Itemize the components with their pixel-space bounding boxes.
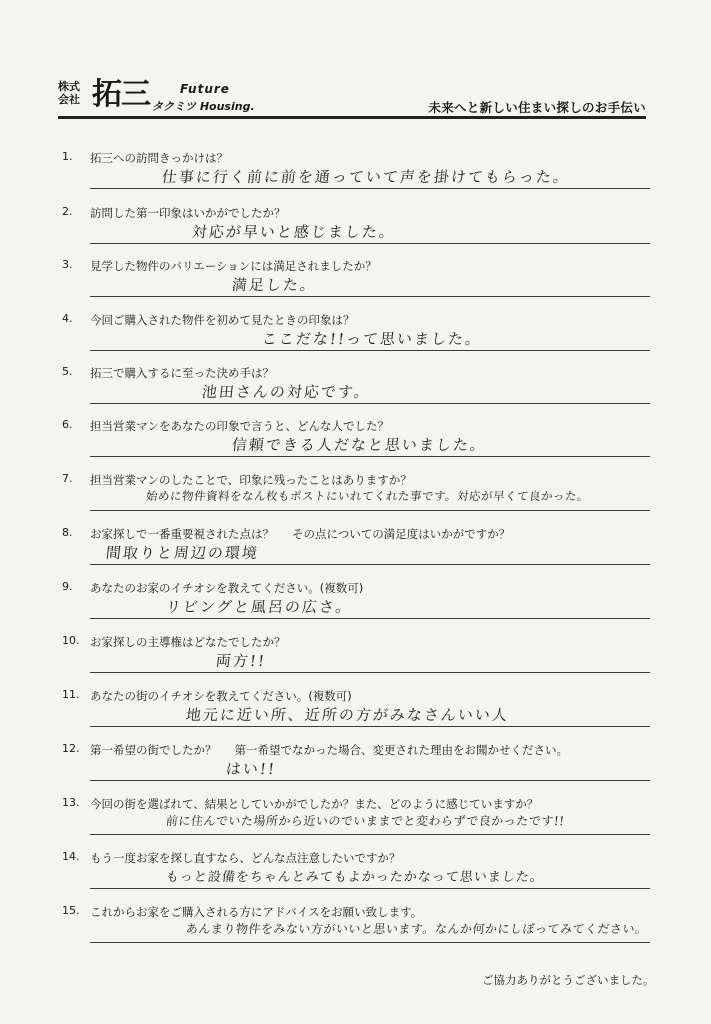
question-number: 12. [62,742,80,755]
handwritten-answer: 始めに物件資料をなん枚もポストにいれてくれた事です。対応が早くて良かった。 [145,489,590,503]
handwritten-answer: 池田さんの対応です。 [201,383,372,401]
tagline: 未来へと新しい住まい探しのお手伝い [428,100,646,115]
question-text: お家探しの主導権はどなたでしたか？ [90,635,286,649]
answer-line [90,510,650,511]
question-number: 4. [62,312,73,325]
question-number: 2. [62,205,73,218]
question-text: 見学した物件のバリエーションには満足されましたか？ [90,259,377,273]
question-number: 9. [62,580,73,593]
question-number: 1. [62,150,73,163]
logo-housing: タクミツ Housing. [152,100,255,113]
handwritten-answer: はい!! [225,760,277,778]
answer-line [90,188,650,189]
handwritten-answer: 間取りと周辺の環境 [105,544,260,562]
answer-line [90,456,650,457]
question-number: 10. [62,634,80,647]
answer-line [90,942,650,943]
handwritten-answer: 仕事に行く前に前を通っていて声を掛けてもらった。 [161,168,571,186]
question-number: 5. [62,365,73,378]
header [58,77,646,120]
question-number: 7. [62,472,73,485]
question-text: 拓三で購入するに至った決め手は？ [90,366,274,380]
question-number: 3. [62,258,73,271]
handwritten-answer: ここだな!!って思いました。 [261,330,483,348]
answer-line [90,564,650,565]
question-text: これからお家をご購入される方にアドバイスをお願い致します。 [90,905,423,919]
handwritten-answer: 地元に近い所、近所の方がみなさんいい人 [185,706,510,724]
answer-line [90,726,650,727]
question-text: あなたの街のイチオシを教えてください。(複数可) [90,689,352,703]
logo-future: Future [180,82,230,96]
question-text: 担当営業マンのしたことで、印象に残ったことはありますか？ [90,473,412,487]
company-prefix-1: 株式 [58,80,80,93]
handwritten-answer: あんまり物件をみない方がいいと思います。なんか何かにしぼってみてください。 [185,922,649,936]
question-number: 15. [62,904,80,917]
question-text: もう一度お家を探し直すなら、どんな点注意したいですか？ [90,851,401,865]
question-text-a: お家探しで一番重要視された点は？ [90,527,274,541]
header-divider [58,116,646,119]
question-text [90,742,568,758]
answer-line [90,296,650,297]
handwritten-answer: リビングと風呂の広さ。 [165,598,354,616]
company-logo: 拓三 [92,77,150,112]
question-text-b: その点についての満足度はいかがですか？ [292,527,511,541]
question-text: 拓三への訪問きっかけは？ [90,151,228,165]
question-text: 担当営業マンをあなたの印象で言うと、どんな人でした？ [90,419,389,433]
question-text: 今回ご購入された物件を初めて見たときの印象は？ [90,313,355,327]
answer-line [90,350,650,351]
question-text [90,526,510,542]
answer-line [90,888,650,889]
handwritten-answer: もっと設備をちゃんとみてもよかったかなって思いました。 [165,870,545,885]
question-number: 8. [62,526,73,539]
handwritten-answer: 満足した。 [231,276,318,294]
question-text: 今回の街を選ばれて、結果としていかがでしたか？また、どのように感じていますか？ [90,797,539,811]
answer-line [90,672,650,673]
footer-thanks: ご協力ありがとうございました。 [482,973,655,987]
question-text: あなたのお家のイチオシを教えてください。(複数可) [90,581,364,595]
answer-line [90,780,650,781]
company-type [58,80,80,106]
question-number: 14. [62,850,80,863]
handwritten-answer: 前に住んでいた場所から近いのでいままでと変わらずで良かったです!! [165,814,566,828]
question-number: 6. [62,418,73,431]
handwritten-answer: 信頼できる人だなと思いました。 [231,436,488,454]
handwritten-answer: 両方!! [215,652,267,670]
answer-line [90,618,650,619]
question-number: 13. [62,796,80,809]
question-text-b: 第一希望でなかった場合、変更された理由をお聞かせください。 [234,743,568,757]
question-text-a: 第一希望の街でしたか？ [90,743,217,757]
answer-line [90,834,650,835]
handwritten-answer: 対応が早いと感じました。 [191,223,397,241]
answer-line [90,403,650,404]
answer-line [90,243,650,244]
question-text: 訪問した第一印象はいかがでしたか？ [90,206,286,220]
question-number: 11. [62,688,80,701]
company-prefix-2: 会社 [58,93,80,106]
